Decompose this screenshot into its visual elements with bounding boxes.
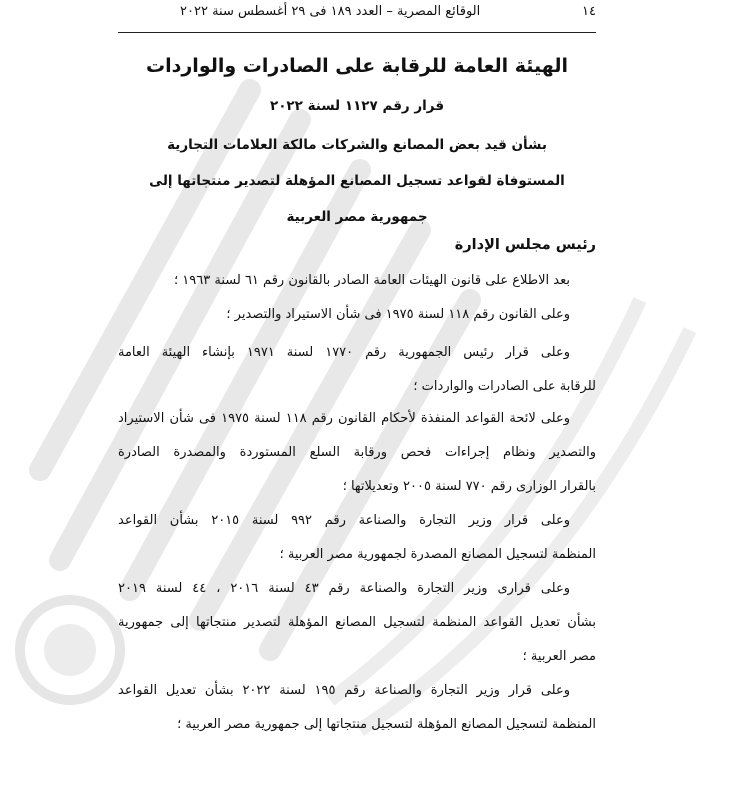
- preamble-line: بالقرار الوزارى رقم ٧٧٠ لسنة ٢٠٠٥ وتعديلاتها ؛: [342, 479, 596, 494]
- decree-subject: [118, 127, 596, 235]
- preamble-line: وعلى لائحة القواعد المنفذة لأحكام القانون رقم ١١٨ لسنة ١٩٧٥ فى شأن الاستيراد: [118, 411, 571, 426]
- authority-title: الهيئة العامة للرقابة على الصادرات والواردات: [146, 55, 568, 77]
- gazette-page: [118, 0, 596, 795]
- page-header: [118, 2, 596, 22]
- decree-title: قرار رقم ١١٢٧ لسنة ٢٠٢٢: [269, 98, 445, 114]
- chairman-heading: رئيس مجلس الإدارة: [454, 237, 596, 253]
- preamble-line: وعلى القانون رقم ١١٨ لسنة ١٩٧٥ فى شأن الاستيراد والتصدير ؛: [226, 307, 570, 322]
- page-number: ١٤: [582, 4, 596, 19]
- preamble-line: بشأن تعديل القواعد المنظمة لتسجيل المصانع المؤهلة لتصدير منتجاتها إلى جمهورية: [118, 615, 596, 630]
- subject-line: بشأن قيد بعض المصانع والشركات مالكة العلامات التجارية: [167, 137, 547, 153]
- preamble-line: المنظمة لتسجيل المصانع المؤهلة لتسجيل منتجاتها إلى جمهورية مصر العربية ؛: [177, 717, 596, 732]
- preamble-line: وعلى قرار وزير التجارة والصناعة رقم ١٩٥ لسنة ٢٠٢٢ بشأن تعديل القواعد: [118, 683, 570, 698]
- preamble-line: للرقابة على الصادرات والواردات ؛: [413, 379, 596, 394]
- gazette-issue-line: الوقائع المصرية – العدد ١٨٩ فى ٢٩ أغسطس سنة ٢٠٢٢: [180, 4, 481, 19]
- header-divider: [118, 32, 596, 33]
- subject-line: المستوفاة لقواعد تسجيل المصانع المؤهلة لتصدير منتجاتها إلى: [149, 173, 565, 189]
- preamble-line: وعلى قرار رئيس الجمهورية رقم ١٧٧٠ لسنة ١٩٧١ بإنشاء الهيئة العامة: [118, 345, 571, 360]
- subject-line: جمهورية مصر العربية: [286, 209, 428, 225]
- preamble-line: بعد الاطلاع على قانون الهيئات العامة الصادر بالقانون رقم ٦١ لسنة ١٩٦٣ ؛: [174, 273, 570, 288]
- preamble-line: وعلى قرار وزير التجارة والصناعة رقم ٩٩٢ لسنة ٢٠١٥ بشأن القواعد: [118, 513, 570, 528]
- preamble-line: وعلى قرارى وزير التجارة والصناعة رقم ٤٣ لسنة ٢٠١٦ ، ٤٤ لسنة ٢٠١٩: [118, 581, 571, 596]
- preamble-line: والتصدير ونظام إجراءات فحص ورقابة السلع المستوردة والمصدرة الصادرة: [118, 445, 596, 460]
- preamble-line: المنظمة لتسجيل المصانع المصدرة لجمهورية مصر العربية ؛: [279, 547, 596, 562]
- preamble-line: مصر العربية ؛: [522, 649, 596, 664]
